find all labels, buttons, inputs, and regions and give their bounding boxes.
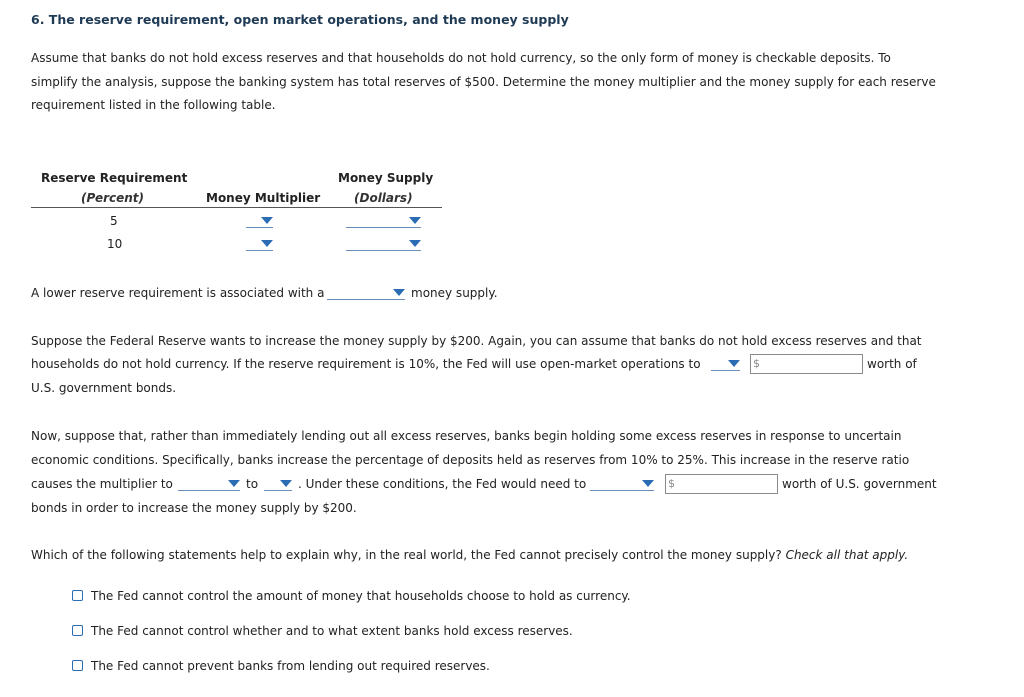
chevron-down-icon <box>280 480 292 487</box>
statement-option-2[interactable]: The Fed cannot control whether and to what extent banks hold excess reserves. <box>91 624 573 638</box>
excess-line3-a: causes the multiplier to <box>31 477 173 491</box>
col-supply-header: Money Supply <box>338 171 434 185</box>
statement-checkbox-1[interactable] <box>72 590 83 601</box>
excess-amount-input[interactable] <box>665 474 778 494</box>
excess-line4: bonds in order to increase the money supply by $200. <box>31 501 357 515</box>
lower-reserve-after: money supply. <box>411 286 498 300</box>
fed-increase-line1: Suppose the Federal Reserve wants to increase the money supply by $200. Again, you can assume that banks do not hold excess reserves and that <box>31 334 922 348</box>
col-reserve-subheader: (Percent) <box>81 191 145 205</box>
supply-10-dropdown[interactable] <box>346 237 421 251</box>
chevron-down-icon <box>642 480 654 487</box>
statements-prompt-text: Which of the following statements help to explain why, in the real world, the Fed cannot precisely control the money supply? <box>31 548 782 562</box>
statements-prompt <box>31 548 908 562</box>
supply-5-dropdown[interactable] <box>346 214 421 228</box>
statement-checkbox-3[interactable] <box>72 660 83 671</box>
chevron-down-icon <box>228 480 240 487</box>
excess-line3-to: to <box>246 477 259 491</box>
intro-line: simplify the analysis, suppose the banking system has total reserves of $500. Determine the money multiplier and the money supply for each reserve <box>31 74 936 89</box>
chevron-down-icon <box>409 240 421 247</box>
excess-operation-dropdown[interactable] <box>590 477 654 491</box>
col-reserve-header: Reserve Requirement <box>41 171 188 185</box>
excess-line3-d: worth of U.S. government <box>782 477 937 491</box>
multiplier-10-dropdown[interactable] <box>246 237 273 251</box>
intro-line: Assume that banks do not hold excess reserves and that households do not hold currency, so the only form of money is checkable deposits. To <box>31 51 891 65</box>
intro-line: requirement listed in the following table. <box>31 98 276 112</box>
intro-paragraph <box>31 47 936 118</box>
excess-line3-c: . Under these conditions, the Fed would need to <box>298 477 587 491</box>
excess-line1: Now, suppose that, rather than immediately lending out all excess reserves, banks begin holding some excess reserves in response to uncertain <box>31 429 902 443</box>
fed-amount-input[interactable] <box>750 354 863 374</box>
table-header-rule <box>31 207 442 208</box>
multiplier-to-dropdown[interactable] <box>264 477 292 491</box>
dollar-icon: $ <box>753 357 760 370</box>
statement-option-3[interactable]: The Fed cannot prevent banks from lending out required reserves. <box>91 659 490 673</box>
row-reserve-5: 5 <box>110 214 118 228</box>
col-multiplier-header: Money Multiplier <box>206 191 321 205</box>
statement-option-1[interactable]: The Fed cannot control the amount of money that households choose to hold as currency. <box>91 589 631 603</box>
chevron-down-icon <box>393 289 405 296</box>
excess-line2: economic conditions. Specifically, banks increase the percentage of deposits held as reserves from 10% to 25%. This increase in the reserve ratio <box>31 453 910 467</box>
lower-reserve-text: A lower reserve requirement is associated with a <box>31 286 325 300</box>
col-supply-subheader: (Dollars) <box>354 191 413 205</box>
chevron-down-icon <box>261 240 273 247</box>
chevron-down-icon <box>261 217 273 224</box>
statements-prompt-italic: Check all that apply. <box>785 548 909 562</box>
multiplier-from-dropdown[interactable] <box>178 477 240 491</box>
fed-increase-line2: households do not hold currency. If the reserve requirement is 10%, the Fed will use open-market operations to <box>31 357 701 371</box>
question-title: 6. The reserve requirement, open market operations, and the money supply <box>31 12 569 27</box>
chevron-down-icon <box>409 217 421 224</box>
fed-increase-worth: worth of <box>867 357 917 371</box>
chevron-down-icon <box>728 360 740 367</box>
fed-increase-line3: U.S. government bonds. <box>31 381 177 395</box>
multiplier-5-dropdown[interactable] <box>246 214 273 228</box>
row-reserve-10: 10 <box>107 237 123 251</box>
statement-checkbox-2[interactable] <box>72 625 83 636</box>
dollar-icon: $ <box>668 477 675 490</box>
lower-reserve-dropdown[interactable] <box>327 286 405 300</box>
fed-operation-dropdown[interactable] <box>711 357 740 371</box>
